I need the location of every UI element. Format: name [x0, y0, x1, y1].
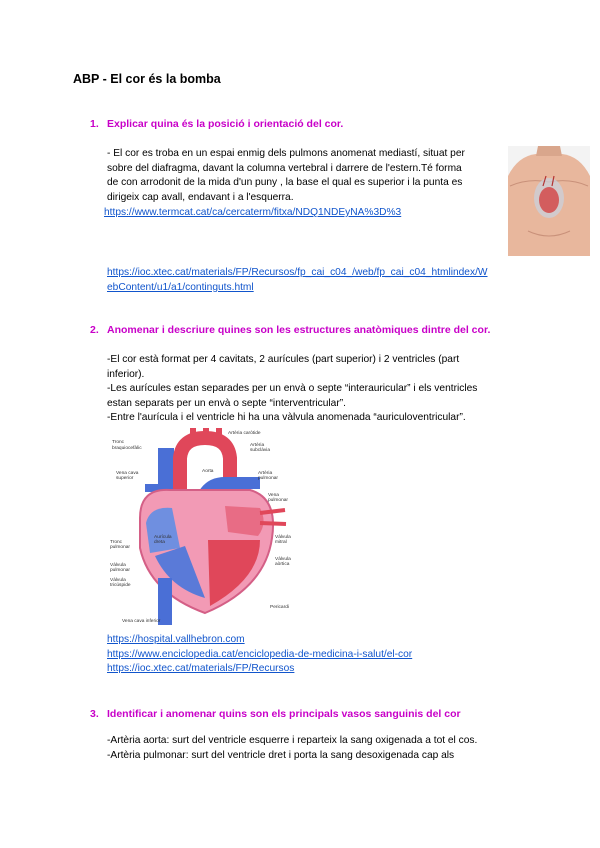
section-2-paragraph	[107, 353, 527, 426]
svg-text:Vena cava inferior: Vena cava inferior	[122, 619, 161, 624]
section-1-number: 1.	[90, 118, 99, 130]
ioc-materials-link[interactable]	[107, 266, 488, 295]
section-3-number: 3.	[90, 708, 99, 720]
svg-text:Artèria: Artèria	[258, 471, 273, 476]
svg-text:Aurícula: Aurícula	[154, 535, 172, 540]
link-line[interactable]: https://ioc.xtec.cat/materials/FP/Recursos/fp_cai_c04_/web/fp_cai_c04_htmlindex/W	[107, 267, 488, 278]
section-1-heading	[90, 118, 343, 130]
section-1-heading-text: Explicar quina és la posició i orientació del cor.	[107, 118, 344, 130]
section-3-heading-text: Identificar i anomenar quins son els principals vasos sanguinis del cor	[107, 708, 461, 720]
section-2-heading-text: Anomenar i descriure quines son les estructures anatòmiques dintre del cor.	[107, 324, 491, 336]
termcat-link[interactable]: https://www.termcat.cat/ca/cercaterm/fitxa/NDQ1NDEyNA%3D%3	[104, 207, 402, 218]
svg-text:mitral: mitral	[275, 540, 287, 545]
svg-text:pulmonar: pulmonar	[268, 498, 288, 503]
svg-text:Vàlvula: Vàlvula	[275, 535, 291, 540]
paragraph-line: dirigeix cap avall, endavant i a l'esquerra.	[107, 191, 294, 203]
ioc-recursos-link[interactable]: https://ioc.xtec.cat/materials/FP/Recursos	[107, 663, 295, 675]
svg-text:dreta: dreta	[154, 540, 165, 545]
svg-text:Vàlvula: Vàlvula	[110, 578, 126, 583]
svg-text:Vàlvula: Vàlvula	[275, 557, 291, 562]
svg-text:Vàlvula: Vàlvula	[110, 563, 126, 568]
svg-text:pulmonar: pulmonar	[110, 545, 130, 550]
paragraph-line: inferior).	[107, 368, 145, 380]
svg-text:Artèria: Artèria	[250, 443, 265, 448]
svg-text:superior: superior	[116, 476, 134, 481]
svg-text:Artèria caròtide: Artèria caròtide	[228, 431, 261, 436]
paragraph-line: -Entre l'aurícula i el ventricle hi ha una vàlvula anomenada “auriculoventricular”.	[107, 412, 466, 424]
link-line[interactable]: ebContent/u1/a1/continguts.html	[107, 281, 254, 293]
svg-text:Vena cava: Vena cava	[116, 471, 139, 476]
svg-text:Aorta: Aorta	[202, 469, 214, 474]
svg-text:subclàvia: subclàvia	[250, 448, 270, 453]
svg-text:Pericardi: Pericardi	[270, 605, 289, 610]
paragraph-line: -Artèria pulmonar: surt del ventricle dret i porta la sang desoxigenada cap als	[107, 749, 455, 761]
torso-heart-image	[508, 146, 590, 256]
section-3-heading	[90, 708, 461, 720]
svg-text:Tronc: Tronc	[110, 540, 123, 545]
section-2-links	[107, 633, 412, 677]
svg-text:Tronc: Tronc	[112, 440, 125, 445]
paragraph-line: - El cor es troba en un espai enmig dels pulmons anomenat mediastí, situat per	[107, 148, 465, 159]
svg-text:pulmonar: pulmonar	[258, 476, 278, 481]
paragraph-line: -El cor està format per 4 cavitats, 2 aurícules (part superior) i 2 ventricles (part	[107, 354, 460, 365]
svg-text:tricúspide: tricúspide	[110, 583, 131, 588]
section-1-paragraph	[107, 147, 507, 205]
paragraph-line: sobre del diafragma, davant la columna vertebral i darrere de l'estern.Té forma	[107, 162, 462, 174]
section-2-number: 2.	[90, 324, 99, 336]
paragraph-line: -Les aurícules estan separades per un envà o septe “interauricular” i els ventricles	[107, 383, 478, 395]
enciclopedia-link[interactable]: https://www.enciclopedia.cat/enciclopedia-de-medicina-i-salut/el-cor	[107, 648, 413, 660]
vallhebron-link[interactable]: https://hospital.vallhebron.com	[107, 634, 245, 645]
document-title: ABP - El cor és la bomba	[73, 72, 221, 86]
heart-anatomy-diagram	[110, 428, 300, 625]
section-2-heading	[90, 324, 490, 336]
paragraph-line: de con arrodonit de la mida d'un puny , la base el qual es superior i la punta es	[107, 177, 463, 189]
paragraph-line: -Artèria aorta: surt del ventricle esquerre i reparteix la sang oxigenada a tot el cos.	[107, 735, 478, 746]
paragraph-line: estan separats per un envà o septe “interventricular”.	[107, 397, 346, 409]
svg-text:pulmonar: pulmonar	[110, 568, 130, 573]
svg-text:Vena: Vena	[268, 493, 279, 498]
svg-text:braquiocefàlic: braquiocefàlic	[112, 446, 142, 451]
svg-text:aòrtica: aòrtica	[275, 562, 290, 567]
section-3-paragraph	[107, 734, 547, 763]
